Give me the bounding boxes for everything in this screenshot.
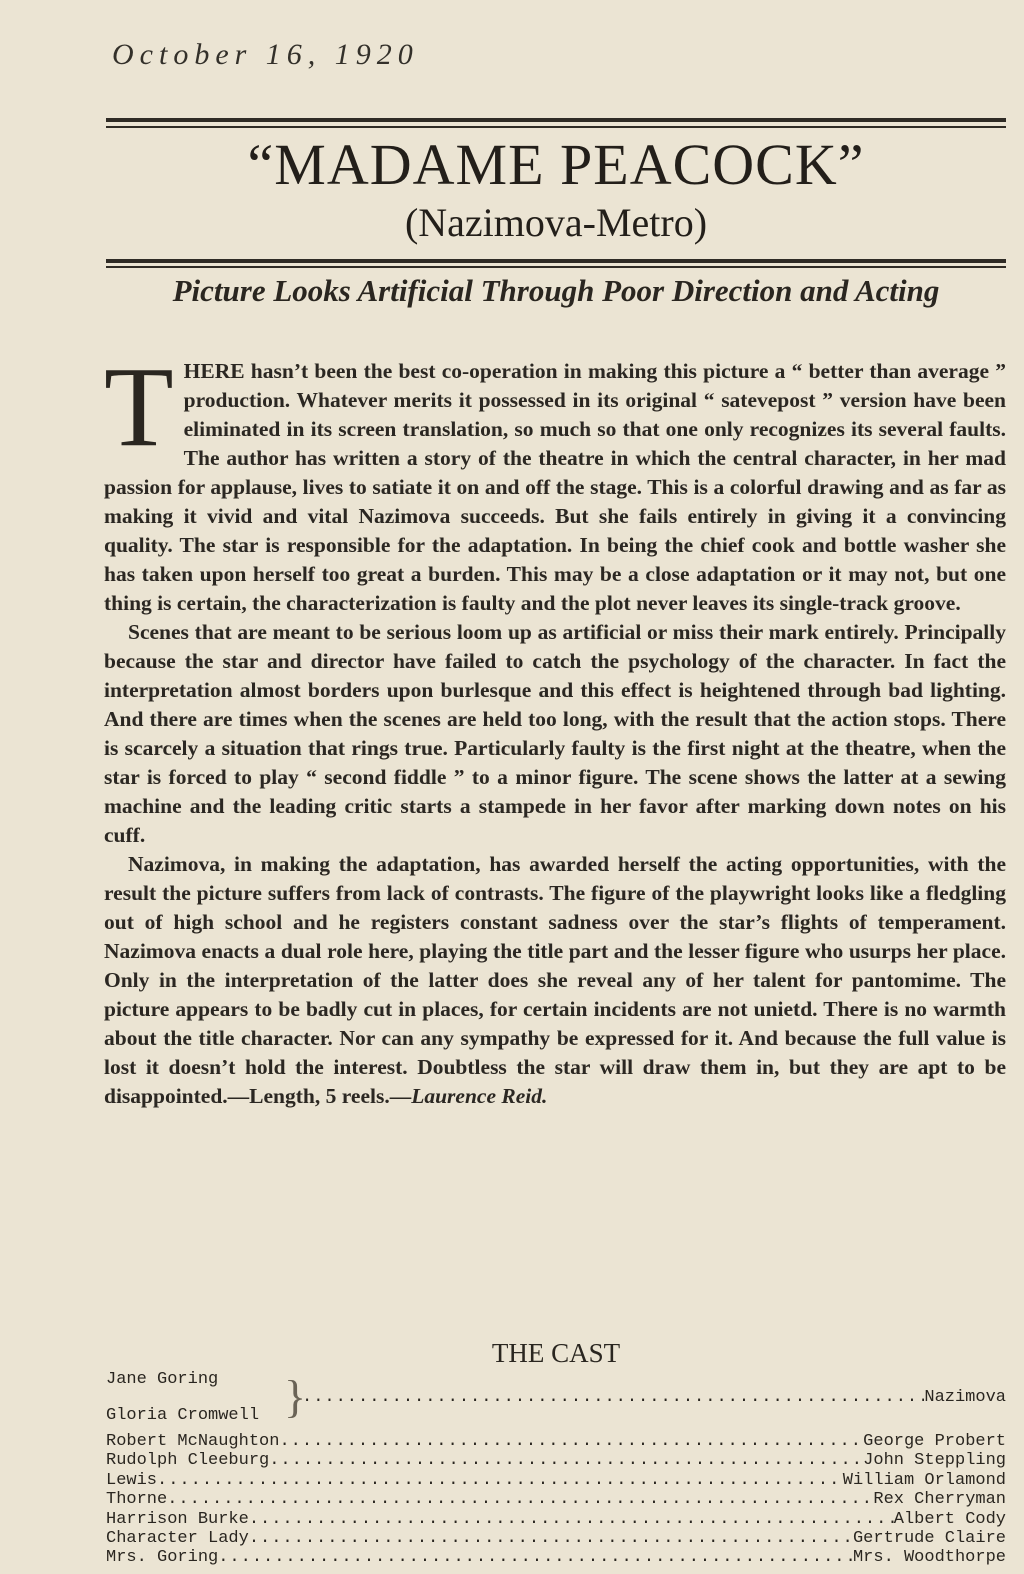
cast-role: Thorne bbox=[106, 1490, 168, 1510]
cast-role: Harrison Burke bbox=[106, 1509, 249, 1529]
cast-heading: THE CAST bbox=[491, 1338, 621, 1368]
cast-role: Gloria Cromwell bbox=[106, 1406, 260, 1425]
paragraph-3-text: Nazimova, in making the adaptation, has awarded herself the acting opportunities, with the result the picture suffers from lack of contrasts. The figure of the playwright looks like a fledgling out of high school and he registers constant sadness over the star’s flights of temperament. Nazimova enacts a dual role here, playing the title part and the lesser figure who usurps her place. Only in the interpretation of the latter does she reveal any of her talent for pantomime. The picture appears to be badly cut in places, for certain incidents are not unietd. There is no warmth about the title character. Nor can any sympathy be expressed for it. And because the full value is lost it doesn’t hold the interest. Doubtless the star will draw them in, but they are apt to be disappointed.—Length, 5 reels.— bbox=[104, 852, 1006, 1108]
cast-actor: Rex Cherryman bbox=[873, 1490, 1006, 1510]
cast-role: Lewis bbox=[106, 1470, 158, 1490]
review-paragraph-2: Scenes that are meant to be serious loom up as artificial or miss their mark entirely. Principally because the star and director have failed to catch the psychology of the character. In fact the interpretation almost borders upon burlesque and this effect is heightened through bad lighting. And there are times when the scenes are held too long, with the result that the action stops. There is scarcely a situation that rings true. Particularly faulty is the first night at the theatre, when the star is forced to play “ second fiddle ” to a minor figure. The scene shows the latter at a sewing machine and the leading critic starts a stampede in her favor after marking down notes on his cuff. bbox=[104, 620, 1006, 847]
cast-actor: William Orlamond bbox=[842, 1470, 1006, 1490]
cast-row bbox=[106, 1432, 1006, 1451]
article-title: “MADAME PEACOCK” bbox=[247, 132, 865, 197]
leader-dots bbox=[249, 1529, 853, 1548]
leader-dots bbox=[218, 1548, 853, 1567]
review-paragraph-3 bbox=[104, 850, 1006, 1111]
review-paragraph-1 bbox=[104, 343, 1006, 618]
leader-dots bbox=[249, 1510, 894, 1529]
cast-row bbox=[106, 1451, 1006, 1470]
review-body bbox=[104, 343, 1006, 1111]
cast-actor: Albert Cody bbox=[893, 1509, 1006, 1529]
leader-dots bbox=[157, 1471, 843, 1490]
cast-actor: Mrs. Woodthorpe bbox=[852, 1548, 1006, 1568]
cast-row bbox=[106, 1548, 1006, 1567]
leader-dots bbox=[269, 1451, 863, 1470]
cast-actor: Nazimova bbox=[924, 1388, 1006, 1407]
cast-role: Rudolph Cleeburg bbox=[106, 1451, 270, 1471]
leader-dots bbox=[279, 1432, 863, 1451]
cast-row bbox=[106, 1471, 1006, 1490]
cast-actor: George Probert bbox=[863, 1432, 1006, 1451]
cast-role: Mrs. Goring bbox=[106, 1548, 219, 1568]
title-rule bbox=[106, 259, 1006, 268]
cast-actor: Gertrude Claire bbox=[852, 1528, 1006, 1548]
top-rule bbox=[106, 118, 1006, 128]
article-subtitle: (Nazimova-Metro) bbox=[404, 200, 708, 245]
leader-dots bbox=[302, 1388, 924, 1407]
review-byline: Laurence Reid. bbox=[411, 1084, 548, 1108]
cast-role: Robert McNaughton bbox=[106, 1432, 280, 1451]
paragraph-1-text: HERE hasn’t been the best co-operation in making this picture a “ better than average ” production. Whatever merits it possessed in its original “ satevepost ” version have been eliminated in its screen translation, so much so that one only recognizes its several faults. The author has written a story of the theatre in which the central character, in her mad passion for applause, lives to satiate it on and off the stage. This is a colorful drawing and as far as making it vivid and vital Nazimova succeeds. But she fails entirely in giving it a convincing quality. The star is responsible for the adaptation. In being the chief cook and bottle washer she has taken upon herself too great a burden. This may be a close adaptation or it may not, but one thing is certain, the characterization is faulty and the plot never leaves its single-track groove. bbox=[104, 359, 1006, 615]
cast-row bbox=[106, 1529, 1006, 1548]
cast-row bbox=[106, 1490, 1006, 1509]
dual-role-entry bbox=[106, 1370, 1006, 1432]
cast-role: Jane Goring bbox=[106, 1370, 219, 1389]
leader-dots bbox=[167, 1490, 873, 1509]
drop-cap: T bbox=[104, 343, 174, 470]
review-headline: Picture Looks Artificial Through Poor Direction and Acting bbox=[172, 273, 940, 308]
cast-list bbox=[106, 1370, 1006, 1568]
brace-icon: } bbox=[284, 1371, 307, 1422]
page-date: October 16, 1920 bbox=[112, 38, 419, 71]
cast-row bbox=[106, 1510, 1006, 1529]
cast-rows bbox=[106, 1432, 1006, 1568]
cast-role: Character Lady bbox=[106, 1528, 249, 1548]
cast-actor: John Steppling bbox=[863, 1451, 1006, 1471]
